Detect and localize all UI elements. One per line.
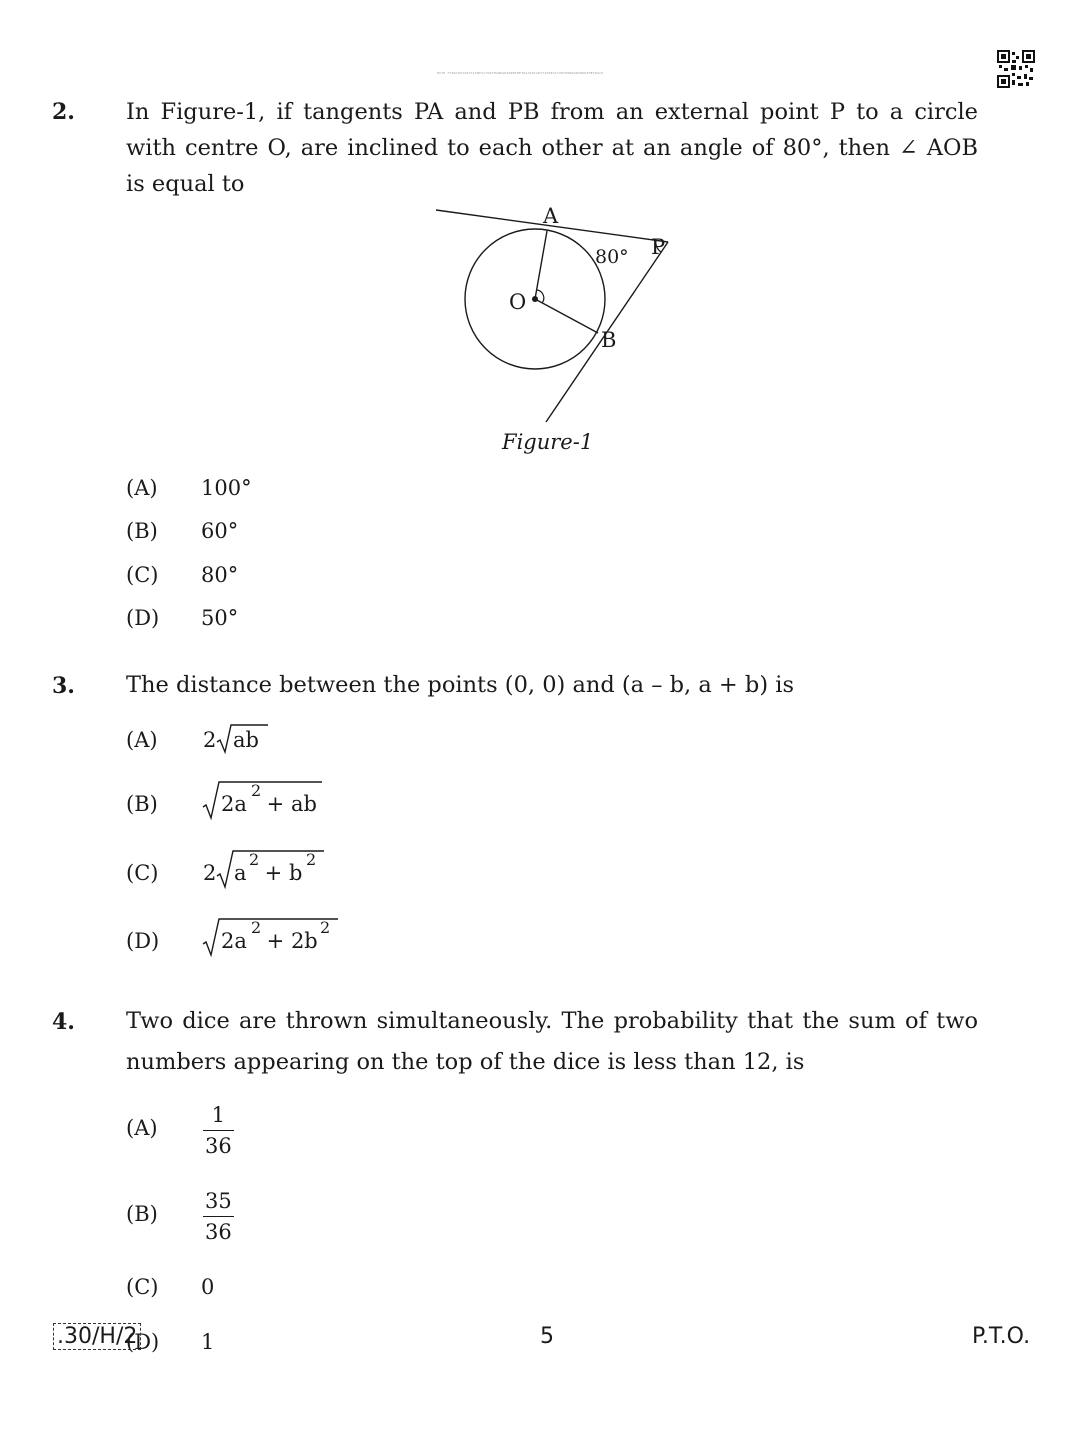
label-b: B <box>601 328 617 352</box>
q3-option-c-mid: + b <box>258 861 303 885</box>
radius-oa <box>535 231 547 299</box>
q4-option-a-label: (A) <box>126 1116 158 1140</box>
question-2-line-1: In Figure-1, if tangents PA and PB from an external point P to a circle <box>126 99 978 125</box>
label-p: P <box>651 235 666 259</box>
q3-option-c-label: (C) <box>126 861 159 885</box>
label-o: O <box>509 290 527 314</box>
angle-label: 80° <box>595 246 629 268</box>
q3-option-b-exp: 2 <box>251 781 262 800</box>
question-3-number: 3. <box>52 673 75 699</box>
q2-option-b-value: 60° <box>201 519 239 543</box>
q3-option-d-exp-1: 2 <box>251 918 262 937</box>
q3-option-d-radicand: 2a <box>221 929 247 953</box>
radius-ob <box>535 299 598 333</box>
q3-option-d-exp-2: 2 <box>320 918 331 937</box>
question-2-line-2: with centre O, are inclined to each other at an angle of 80°, then ∠ AOB <box>126 135 978 161</box>
q4-option-b-fraction <box>203 1186 234 1247</box>
qr-code-icon <box>997 50 1035 88</box>
header-watermark: MATH FTRACKDIGESTIONFACTORYMANDARINPRIMETRACKDIGESTIONFACTORYMANDARINPRIMETRACK <box>437 71 604 75</box>
label-a: A <box>543 204 559 228</box>
figure-1-caption: Figure-1 <box>502 430 594 454</box>
q3-option-b-rest: + ab <box>260 792 317 816</box>
q3-option-c-coef: 2 <box>203 861 217 885</box>
q2-option-c-value: 80° <box>201 563 239 587</box>
figure-1-diagram <box>430 195 690 430</box>
q2-option-a-label: (A) <box>126 476 158 500</box>
q4-option-a-fraction <box>203 1100 234 1161</box>
question-4-line-2: numbers appearing on the top of the dice is less than 12, is <box>126 1049 805 1075</box>
q3-option-d-label: (D) <box>126 929 160 953</box>
q3-option-c-radicand: a <box>234 861 247 885</box>
q3-option-c-exp-2: 2 <box>306 850 317 869</box>
q2-option-d-label: (D) <box>126 606 160 630</box>
q3-option-a-radicand: ab <box>233 728 259 752</box>
q4-option-c-value: 0 <box>201 1275 215 1299</box>
q4-option-d-value: 1 <box>201 1330 215 1354</box>
q4-option-b-denominator: 36 <box>205 1220 232 1244</box>
q4-option-a-numerator: 1 <box>211 1103 226 1127</box>
q4-option-b-numerator: 35 <box>205 1189 232 1213</box>
question-4-number: 4. <box>52 1009 75 1035</box>
q4-option-a-denominator: 36 <box>205 1134 232 1158</box>
q3-option-b-label: (B) <box>126 792 158 816</box>
q3-option-c-exp-1: 2 <box>249 850 260 869</box>
question-2-line-3: is equal to <box>126 171 245 197</box>
q2-option-d-value: 50° <box>201 606 239 630</box>
q4-option-c-label: (C) <box>126 1275 159 1299</box>
pto-label: P.T.O. <box>972 1324 1031 1349</box>
q2-option-c-label: (C) <box>126 563 159 587</box>
q2-option-a-value: 100° <box>201 476 252 500</box>
q3-option-b-radicand: 2a <box>221 792 247 816</box>
question-4-line-1: Two dice are thrown simultaneously. The probability that the sum of two <box>126 1008 978 1034</box>
question-3-text: The distance between the points (0, 0) and (a – b, a + b) is <box>126 672 795 698</box>
q3-option-a-label: (A) <box>126 728 158 752</box>
centre-point <box>532 296 538 302</box>
question-2-number: 2. <box>52 99 75 125</box>
q4-option-b-label: (B) <box>126 1202 158 1226</box>
paper-code: .30/H/2 <box>53 1323 141 1350</box>
q2-option-b-label: (B) <box>126 519 158 543</box>
q3-option-a-coef: 2 <box>203 728 217 752</box>
q3-option-d-mid: + 2b <box>260 929 318 953</box>
q4-option-d-label: (D) <box>126 1330 160 1354</box>
page-number: 5 <box>540 1324 554 1349</box>
